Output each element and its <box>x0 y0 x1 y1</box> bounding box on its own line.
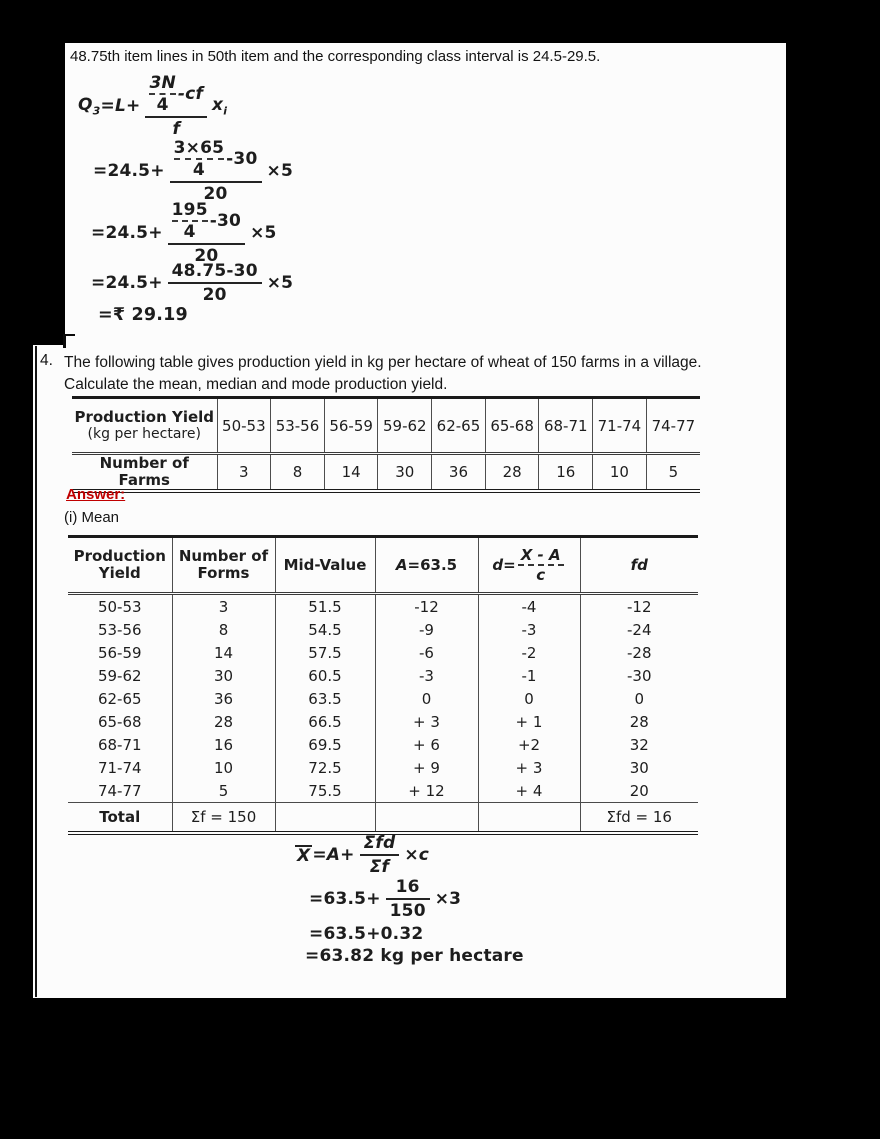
yield-class-cell: 59-62 <box>378 398 432 454</box>
mean-table-cell: 14 <box>172 641 275 664</box>
mean-result: =63.82 kg per hectare <box>305 946 524 966</box>
mean-table-cell: + 12 <box>375 779 478 803</box>
mean-table-cell: 30 <box>580 756 698 779</box>
scan-artifact-mark <box>63 334 75 348</box>
mean-table-cell: 0 <box>580 687 698 710</box>
farms-count-cell: 16 <box>539 454 593 492</box>
farms-count-cell: 14 <box>324 454 378 492</box>
yield-table-label-cell: Production Yield (kg per hectare) <box>72 398 217 454</box>
mean-table-cell: -1 <box>478 664 580 687</box>
mean-table-cell: + 9 <box>375 756 478 779</box>
mean-table-cell: 72.5 <box>275 756 375 779</box>
header-mid-value: Mid-Value <box>275 537 375 594</box>
mean-table-cell: -24 <box>580 618 698 641</box>
mean-table-cell: 62-65 <box>97 689 142 708</box>
mean-table-header-row <box>68 537 698 594</box>
mean-table-row <box>68 594 698 619</box>
mean-table-cell: -4 <box>478 594 580 619</box>
yield-class-cell: 74-77 <box>646 398 700 454</box>
q3-step-4: =24.5+ $\frac{48.75-30}{20}$ ×5 <box>91 261 294 305</box>
mean-table-row <box>68 687 698 710</box>
mean-table-cell: 65-68 <box>97 712 142 731</box>
mean-table-cell: 60.5 <box>275 664 375 687</box>
mean-table-cell: 28 <box>580 710 698 733</box>
mean-table-row <box>68 733 698 756</box>
mean-table-cell: 63.5 <box>275 687 375 710</box>
question-text <box>64 352 764 396</box>
q3-step-2: =24.5+ 3×65 4 -30 20 ×5 <box>93 138 293 204</box>
scan-page-edge-line <box>35 346 37 997</box>
question-number: 4. <box>40 352 53 369</box>
mean-table-cell: + 6 <box>375 733 478 756</box>
mean-table-cell: -2 <box>478 641 580 664</box>
yield-table-header-row <box>72 398 700 454</box>
mean-table-cell: 66.5 <box>275 710 375 733</box>
header-fd: fd <box>580 537 698 594</box>
header-d-formula: d= $\frac{X - A}{c}$ <box>478 537 580 594</box>
mean-table-cell: -12 <box>375 594 478 619</box>
q3-fraction: 3N 4 -cf f <box>145 73 207 139</box>
q3-step-3: =24.5+ 195 4 -30 20 ×5 <box>91 200 277 266</box>
header-number-of-forms: Number of Forms <box>172 537 275 594</box>
mean-table-row <box>68 641 698 664</box>
total-sigma-fd: Σfd = 16 <box>580 803 698 834</box>
mean-computation-table <box>68 535 698 835</box>
farms-count-cell: 10 <box>593 454 647 492</box>
farms-count-cell: 5 <box>646 454 700 492</box>
farms-count-cell: 36 <box>432 454 486 492</box>
mean-table-cell: 30 <box>172 664 275 687</box>
mean-table-cell: 51.5 <box>275 594 375 619</box>
mean-table-row <box>68 710 698 733</box>
yield-class-cell: 56-59 <box>324 398 378 454</box>
q3-eq: =L+ <box>100 96 141 116</box>
yield-class-cell: 65-68 <box>485 398 539 454</box>
mean-table-cell: 32 <box>580 733 698 756</box>
mean-table-cell: 57.5 <box>275 641 375 664</box>
mean-table-cell: -3 <box>478 618 580 641</box>
mean-step-3: =63.5+0.32 <box>309 924 424 944</box>
mean-table-cell: 0 <box>375 687 478 710</box>
question-line-1: The following table gives production yield in kg per hectare of wheat of 150 farms in a village. <box>64 354 702 371</box>
farms-count-cell: 30 <box>378 454 432 492</box>
mean-table-cell: -9 <box>375 618 478 641</box>
yield-class-cell: 62-65 <box>432 398 486 454</box>
mean-table-body <box>68 594 698 803</box>
mean-table-cell: 3 <box>172 594 275 619</box>
question-line-2: Calculate the mean, median and mode production yield. <box>64 376 448 393</box>
mean-table-cell: -12 <box>580 594 698 619</box>
q3-formula <box>78 73 227 139</box>
mean-table-cell: 0 <box>478 687 580 710</box>
mean-table-cell: 54.5 <box>275 618 375 641</box>
farms-count-cell: 3 <box>217 454 271 492</box>
total-sigma-f: Σf = 150 <box>172 803 275 834</box>
mean-table-cell: 36 <box>172 687 275 710</box>
mean-table-cell: -30 <box>580 664 698 687</box>
mean-table-cell: + 3 <box>375 710 478 733</box>
yield-class-cell: 53-56 <box>271 398 325 454</box>
q3-result: =₹ 29.19 <box>98 305 188 325</box>
mean-table-row <box>68 664 698 687</box>
farms-count-cell: 8 <box>271 454 325 492</box>
mean-table-cell: 28 <box>172 710 275 733</box>
mean-table-cell: + 1 <box>478 710 580 733</box>
mean-table-cell: 16 <box>172 733 275 756</box>
mean-table-cell: 69.5 <box>275 733 375 756</box>
total-label: Total <box>68 803 172 834</box>
mean-table-cell: +2 <box>478 733 580 756</box>
mean-table-cell: 75.5 <box>275 779 375 803</box>
mean-table-cell: 10 <box>172 756 275 779</box>
page-question4-section <box>33 345 786 998</box>
mean-table-cell: 71-74 <box>97 758 142 777</box>
mean-table-cell: + 4 <box>478 779 580 803</box>
mean-table-cell: 5 <box>172 779 275 803</box>
mean-table-cell: -28 <box>580 641 698 664</box>
mean-table-cell: + 3 <box>478 756 580 779</box>
header-production-yield: Production Yield <box>68 537 172 594</box>
yield-class-cell: 71-74 <box>593 398 647 454</box>
mean-table-cell: 8 <box>172 618 275 641</box>
mean-table-total-row <box>68 803 698 834</box>
mean-table-row <box>68 756 698 779</box>
class-interval-note: 48.75th item lines in 50th item and the corresponding class interval is 24.5-29.5. <box>70 48 601 65</box>
mean-table-row <box>68 779 698 803</box>
q3-multiplier: $x_i$ <box>212 94 228 118</box>
mean-step-2: =63.5+ $\frac{16}{150}$ ×3 <box>309 877 462 921</box>
mean-table-cell: 53-56 <box>97 620 142 639</box>
q3-lhs: $Q_3$ <box>78 94 101 118</box>
yield-class-cell: 50-53 <box>217 398 271 454</box>
yield-class-cell: 68-71 <box>539 398 593 454</box>
production-yield-table <box>72 396 700 493</box>
mean-subheading: (i) Mean <box>64 509 120 526</box>
mean-table-cell: -6 <box>375 641 478 664</box>
page-top-section <box>65 43 786 345</box>
header-assumed-mean: A=63.5 <box>375 537 478 594</box>
mean-table-cell: 68-71 <box>97 735 142 754</box>
mean-table-cell: 50-53 <box>97 597 142 616</box>
farms-row-label: Number of Farms <box>99 454 189 489</box>
mean-table-cell: -3 <box>375 664 478 687</box>
q3-inner-fraction: 3N 4 <box>149 73 176 115</box>
yield-table-farms-row <box>72 454 700 492</box>
mean-table-cell: 59-62 <box>97 666 142 685</box>
mean-formula: X =A+ $\frac{\text{Σfd}}{\Sigma f}$ ×c <box>297 833 430 877</box>
mean-table-cell: 74-77 <box>97 781 142 800</box>
mean-table-cell: 56-59 <box>97 643 142 662</box>
mean-table-cell: 20 <box>580 779 698 803</box>
farms-count-cell: 28 <box>485 454 539 492</box>
x-bar: X <box>297 845 311 866</box>
mean-table-row <box>68 618 698 641</box>
answer-heading: Answer: <box>66 486 126 503</box>
